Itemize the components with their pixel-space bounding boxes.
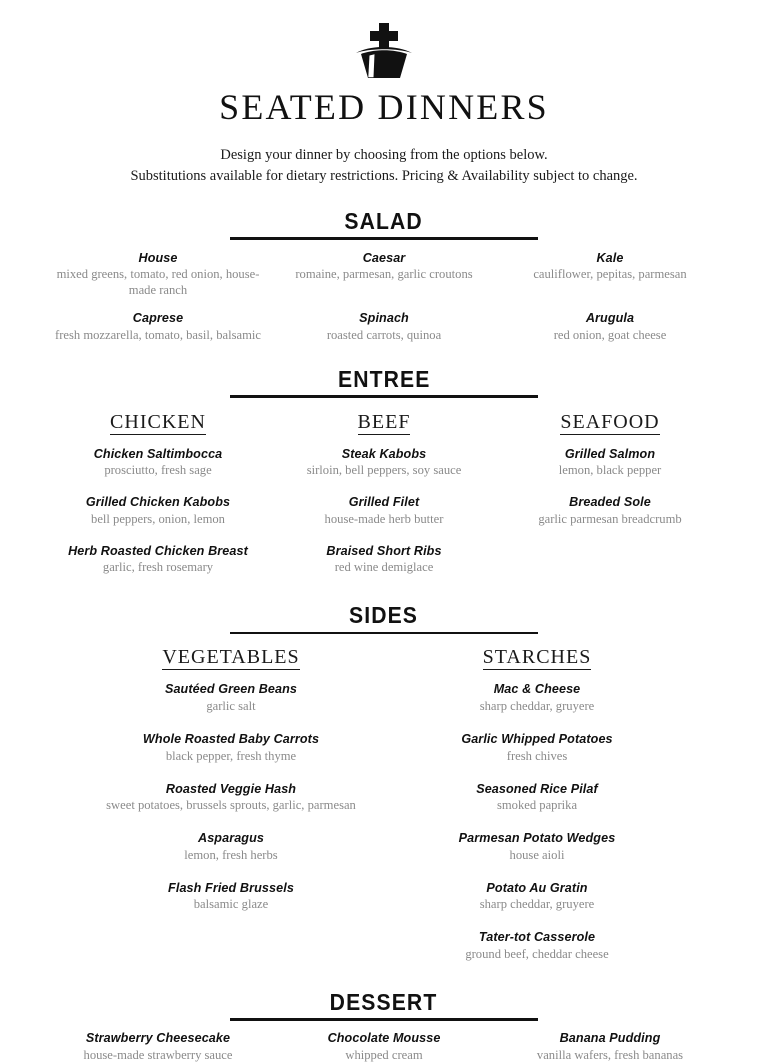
subcategory-heading	[384, 645, 690, 670]
salad-row-1	[45, 251, 723, 299]
subtitle	[45, 145, 723, 188]
menu-item[interactable]	[45, 311, 271, 344]
spacer	[78, 814, 384, 831]
item-name: Roasted Veggie Hash	[165, 781, 297, 796]
menu-item[interactable]	[384, 732, 690, 765]
menu-item[interactable]	[271, 311, 497, 344]
menu-item[interactable]	[45, 1031, 271, 1063]
spacer	[384, 765, 690, 782]
item-description: whipped cream	[345, 1047, 423, 1062]
item-description: ground beef, cheddar cheese	[465, 947, 609, 962]
item-description: balsamic glaze	[193, 897, 269, 912]
subcategory-heading	[497, 410, 723, 435]
item-name: Grilled Filet	[348, 495, 420, 510]
menu-item[interactable]	[497, 1031, 723, 1063]
section-label: ENTREE	[329, 366, 440, 392]
sides-column-vegetables	[78, 645, 384, 963]
item-description: lemon, fresh herbs	[184, 847, 278, 862]
spacer	[384, 864, 690, 881]
item-name: Sautéed Green Beans	[164, 682, 298, 697]
menu-item[interactable]	[271, 495, 497, 528]
subcategory-heading	[45, 410, 271, 435]
item-name: Asparagus	[198, 831, 264, 846]
menu-item[interactable]	[45, 495, 271, 528]
menu-item[interactable]	[271, 544, 497, 577]
menu-item[interactable]	[78, 782, 384, 815]
spacer	[78, 765, 384, 782]
item-description: sharp cheddar, gruyere	[479, 699, 595, 714]
menu-item[interactable]	[78, 831, 384, 864]
sides-item-list	[78, 682, 384, 913]
item-name: Mac & Cheese	[493, 682, 581, 697]
item-name: Garlic Whipped Potatoes	[461, 731, 613, 746]
subcategory-label: CHICKEN	[110, 410, 206, 433]
dessert-row	[45, 1031, 723, 1063]
section-dessert	[45, 989, 723, 1063]
item-name: Herb Roasted Chicken Breast	[68, 543, 248, 558]
item-description: roasted carrots, quinoa	[326, 327, 442, 342]
item-description: romaine, parmesan, garlic croutons	[295, 267, 473, 282]
item-description: red onion, goat cheese	[553, 327, 667, 342]
entree-column-seafood	[497, 410, 723, 577]
sides-column-starches	[384, 645, 690, 963]
menu-item[interactable]	[271, 1031, 497, 1063]
item-description: cauliflower, pepitas, parmesan	[533, 267, 687, 282]
item-name: Potato Au Gratin	[486, 880, 588, 895]
salad-row-2	[45, 311, 723, 344]
item-name: Parmesan Potato Wedges	[458, 831, 616, 846]
item-description: mixed greens, tomato, red onion, house-made ranch	[56, 267, 260, 298]
item-description: garlic, fresh rosemary	[102, 560, 214, 575]
page-title: SEATED DINNERS	[219, 87, 549, 127]
crown-cross-icon	[352, 22, 416, 82]
item-name: Caesar	[362, 250, 406, 265]
spacer	[45, 479, 271, 495]
item-name: Seasoned Rice Pilaf	[476, 781, 598, 796]
section-sides	[45, 602, 723, 963]
subcategory-heading	[271, 410, 497, 435]
item-name: Whole Roasted Baby Carrots	[142, 731, 320, 746]
item-name: Tater-tot Casserole	[478, 930, 596, 945]
section-header-salad	[230, 208, 538, 242]
item-name: Chicken Saltimbocca	[93, 446, 223, 461]
item-name: Chocolate Mousse	[327, 1030, 441, 1045]
item-name: Kale	[596, 250, 624, 265]
section-label: SIDES	[340, 602, 427, 628]
item-name: Spinach	[359, 310, 409, 325]
menu-item[interactable]	[384, 930, 690, 963]
item-name: Strawberry Cheesecake	[85, 1030, 231, 1045]
item-name: Arugula	[585, 310, 635, 325]
spacer	[271, 479, 497, 495]
menu-item[interactable]	[384, 782, 690, 815]
section-salad	[45, 208, 723, 344]
section-header-sides	[230, 602, 538, 636]
item-description: house-made herb butter	[324, 511, 444, 526]
item-description: sharp cheddar, gruyere	[479, 897, 595, 912]
sides-item-list	[384, 682, 690, 963]
entree-item-list	[45, 447, 271, 577]
section-rule	[230, 237, 538, 240]
item-description: garlic parmesan breadcrumb	[538, 511, 682, 526]
logo	[45, 0, 723, 82]
subcategory-label: VEGETABLES	[162, 646, 300, 669]
entree-columns	[45, 410, 723, 577]
spacer	[384, 715, 690, 732]
item-name: Grilled Chicken Kabobs	[85, 495, 231, 510]
entree-item-list	[271, 447, 497, 577]
item-description: fresh mozzarella, tomato, basil, balsamic	[55, 327, 261, 342]
subtitle-line-2: Substitutions available for dietary restrictions. Pricing & Availability subject to change.	[130, 168, 638, 185]
item-description: bell peppers, onion, lemon	[91, 511, 225, 526]
menu-item[interactable]	[497, 251, 723, 299]
item-description: sirloin, bell peppers, soy sauce	[306, 463, 462, 478]
menu-item[interactable]	[78, 732, 384, 765]
subcategory-label: STARCHES	[482, 646, 592, 669]
menu-item[interactable]	[45, 251, 271, 299]
subcategory-heading	[78, 645, 384, 670]
section-label: SALAD	[336, 208, 433, 234]
menu-item[interactable]	[497, 311, 723, 344]
item-description: prosciutto, fresh sage	[104, 463, 212, 478]
item-description: black pepper, fresh thyme	[165, 748, 297, 763]
item-name: Flash Fried Brussels	[168, 880, 294, 895]
item-description: fresh chives	[506, 748, 568, 763]
item-description: garlic salt	[206, 699, 256, 714]
menu-item[interactable]	[384, 682, 690, 715]
item-description: sweet potatoes, brussels sprouts, garlic, parmesan	[106, 798, 356, 813]
section-rule	[230, 395, 538, 398]
item-description: red wine demiglace	[334, 560, 434, 575]
entree-column-beef	[271, 410, 497, 577]
menu-item[interactable]	[497, 447, 723, 480]
spacer	[271, 528, 497, 544]
spacer	[384, 913, 690, 930]
menu-item[interactable]	[384, 831, 690, 864]
menu-item[interactable]	[384, 881, 690, 914]
item-name: Braised Short Ribs	[326, 543, 442, 558]
item-description: vanilla wafers, fresh bananas	[536, 1047, 684, 1062]
spacer	[78, 715, 384, 732]
menu-item[interactable]	[78, 682, 384, 715]
section-header-entree	[230, 366, 538, 400]
entree-item-list	[497, 447, 723, 528]
menu-item[interactable]	[45, 544, 271, 577]
subtitle-line-1: Design your dinner by choosing from the options below.	[220, 146, 548, 163]
item-description: lemon, black pepper	[558, 463, 662, 478]
subcategory-label: BEEF	[357, 410, 411, 433]
item-name: Banana Pudding	[559, 1030, 661, 1045]
spacer	[384, 814, 690, 831]
menu-item[interactable]	[271, 447, 497, 480]
item-description: smoked paprika	[496, 798, 578, 813]
section-label: DESSERT	[321, 989, 447, 1015]
item-name: Grilled Salmon	[564, 446, 656, 461]
item-name: Steak Kabobs	[341, 446, 427, 461]
spacer	[45, 528, 271, 544]
sides-columns	[45, 645, 723, 963]
spacer	[78, 864, 384, 881]
entree-column-chicken	[45, 410, 271, 577]
section-rule	[230, 1018, 538, 1021]
subcategory-label: SEAFOOD	[560, 410, 660, 433]
item-name: Caprese	[132, 310, 184, 325]
item-description: house-made strawberry sauce	[83, 1047, 233, 1062]
spacer	[497, 479, 723, 495]
section-entree	[45, 366, 723, 577]
menu-item[interactable]	[271, 251, 497, 299]
menu-item[interactable]	[497, 495, 723, 528]
item-name: Breaded Sole	[569, 495, 651, 510]
section-rule	[230, 632, 538, 635]
item-name: House	[138, 250, 178, 265]
item-description: house aioli	[509, 847, 565, 862]
menu-item[interactable]	[78, 881, 384, 914]
menu-item[interactable]	[45, 447, 271, 480]
